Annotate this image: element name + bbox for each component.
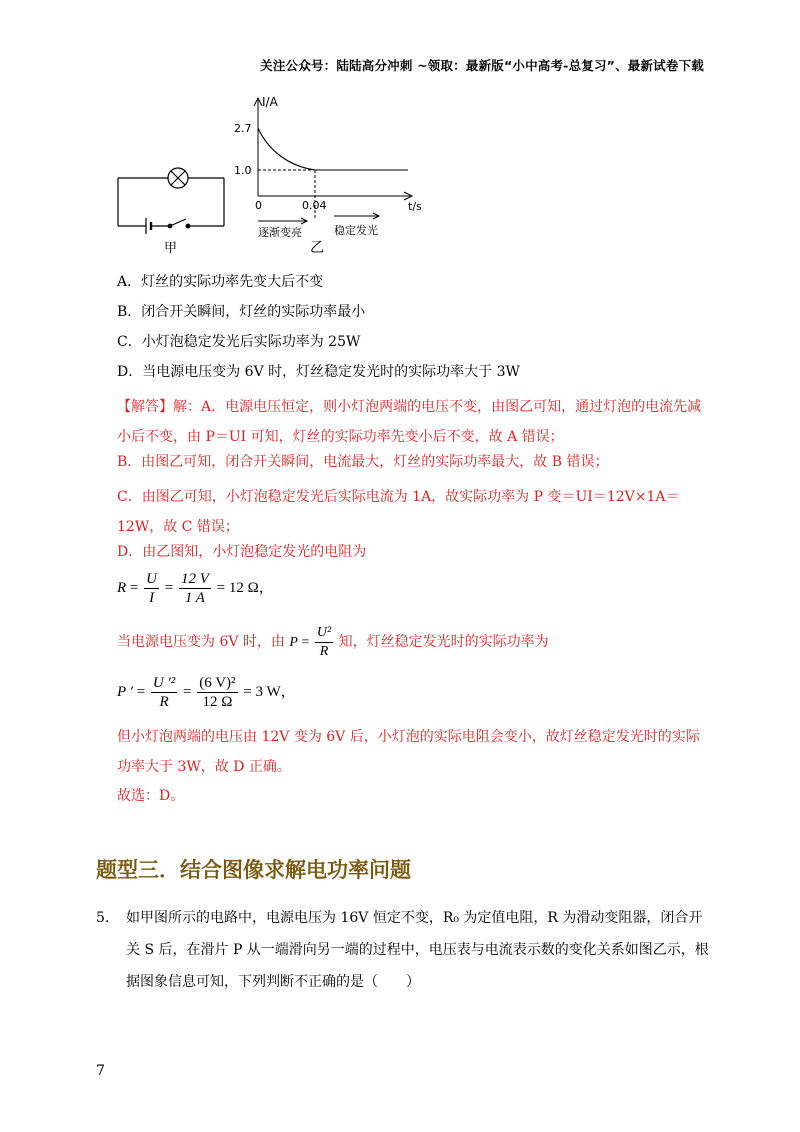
switch-contact: [186, 224, 190, 228]
graph-label: 乙: [310, 240, 324, 256]
x-tick-0-04: 0.04: [302, 199, 327, 212]
y-tick-1-0: 1.0: [234, 164, 252, 177]
answer-text-a: 解：A．电源电压恒定，则小灯泡两端的电压不变，由图乙可知，通过灯泡的电流先减小后不变，由 P＝UI 可知，灯丝的实际功率先变小后不变，故 A 错误；: [117, 399, 702, 445]
option-c: C．小灯泡稳定发光后实际功率为 25W: [117, 334, 361, 350]
question-number: 5.: [96, 910, 110, 926]
y-tick-2-7: 2.7: [234, 122, 252, 135]
page-number: 7: [96, 1063, 105, 1079]
formula-resistance: R = $\frac{U}{I}$ = $\frac{12 V}{1 A}$ = 12 Ω，: [117, 571, 274, 606]
section-title: 题型三．结合图像求解电功率问题: [96, 858, 411, 882]
switch-blade: [170, 219, 186, 226]
option-b: B．闭合开关瞬间，灯丝的实际功率最小: [117, 304, 366, 320]
figure-svg: [110, 88, 430, 260]
option-d: D．当电源电压变为 6V 时，灯丝稳定发光时的实际功率大于 3W: [117, 364, 520, 380]
answer-line-c: C．由图乙可知，小灯泡稳定发光后实际电流为 1A，故实际功率为 P 变＝UI＝12V×1A＝12W，故 C 错误；: [117, 489, 680, 535]
answer-choice: 故选：D。: [117, 788, 185, 804]
answer-line-power-intro: 当电源电压变为 6V 时，由 P = $\frac{\text{U²}}{R}$ 知，灯丝稳定发光时的实际功率为: [117, 625, 549, 660]
phase-right-label: 稳定发光: [334, 224, 378, 237]
answer-line-conclusion: 但小灯泡两端的电压由 12V 变为 6V 后，小灯泡的实际电阻会变小，故灯丝稳定发光时的实际功率大于 3W，故 D 正确。: [117, 729, 700, 775]
question-text: 如甲图所示的电路中，电源电压为 16V 恒定不变，R₀ 为定值电阻，R 为滑动变阻器，闭合开关 S 后，在滑片 P 从一端滑向另一端的过程中，电压表与电流表示数的变化关系如图乙示，根据图象信息可知，下列判断不正确的是（ ）: [126, 910, 709, 990]
y-axis-label: I/A: [262, 95, 278, 109]
answer-tag: 【解答】: [117, 399, 173, 415]
x-tick-0: 0: [255, 199, 262, 212]
answer-line-1: [117, 392, 707, 452]
page-header: 关注公众号：陆陆高分冲刺 ~领取：最新版“小中高考-总复习”、最新试卷下载: [260, 58, 704, 73]
formula-power-inline: P = $\frac{\text{U²}}{R}$: [289, 625, 332, 660]
figure-circuit-and-graph: [110, 88, 430, 260]
x-axis-label: t/s: [408, 200, 422, 213]
answer-line-b: B．由图乙可知，闭合开关瞬间，电流最大，灯丝的实际功率最大，故 B 错误；: [117, 454, 609, 470]
question-5: [96, 902, 716, 998]
formula-actual-power: P ′ = $\frac{\text{U ′²}}{R}$ = $\frac{\text{(6 V)²}}{12 \Omega}$ = 3 W，: [117, 675, 296, 710]
it-graph: [254, 98, 412, 224]
phase-left-label: 逐渐变亮: [258, 226, 302, 239]
option-a: A．灯丝的实际功率先变大后不变: [117, 274, 324, 290]
answer-line-d: D．由乙图知，小灯泡稳定发光的电阻为: [117, 544, 367, 560]
current-decay-curve: [258, 128, 315, 170]
circuit-diagram: [118, 168, 224, 234]
circuit-label: 甲: [164, 241, 178, 256]
